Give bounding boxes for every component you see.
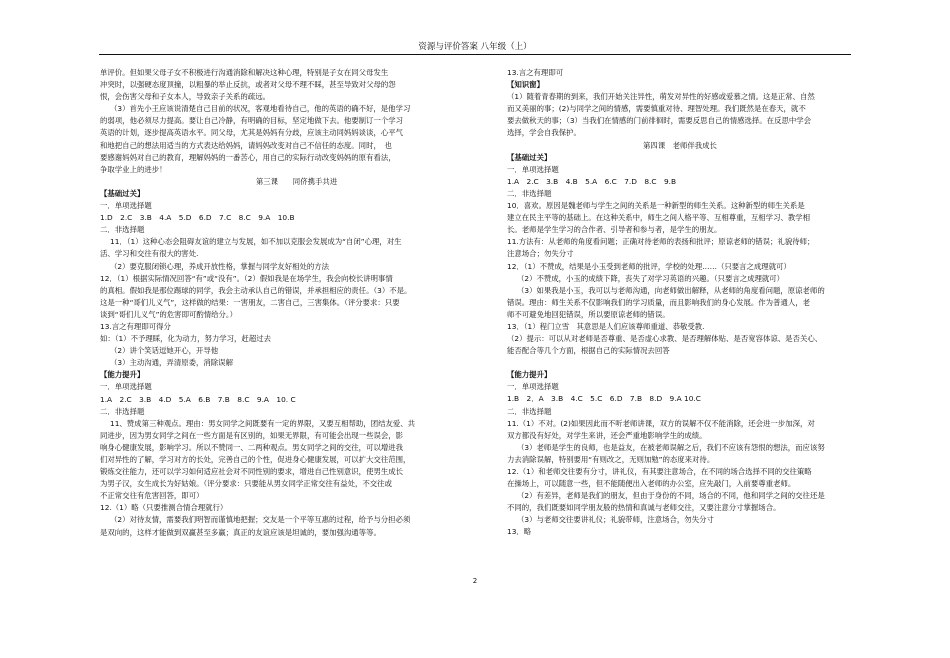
text-line: 1.B 2．A 3.B 4.C 5.C 6.D 7.B 8.D 9.A 10.C <box>507 394 701 404</box>
text-line: 谈到“哥们儿义气”的危害即可酌情给分。） <box>100 309 237 319</box>
text-line: 二．非选择题 <box>100 225 145 235</box>
text-line: 力去消除误解，特别要用“有则改之，无则加勉”的态度来对待。 <box>507 454 715 464</box>
text-line: 二．非选择题 <box>507 188 552 198</box>
text-line: 要感谢妈妈对自己的教育，理解妈妈的一番苦心，用自己的实际行动改变妈妈的原有看法， <box>100 152 396 162</box>
text-line: 们对异性的了解，学习对方的长处，完善自己的个性，促进身心健康发展，可以扩大交往范围， <box>100 455 411 464</box>
text-line: （3）如果我是小玉，我可以与老师沟通，向老师做出解释，从老师的角度看问题，原谅老师的 <box>517 285 825 295</box>
text-line: 活、学习和交往有很大的害处. <box>100 249 199 259</box>
text-line: 单评价。但如果父母子女不积极进行沟通消除和解决这种心理，特别是子女在同父母发生 <box>100 68 389 77</box>
right-column <box>507 67 853 539</box>
text-line <box>507 357 853 369</box>
text-line: 的弱项，他必须尽力提高。要让自己冷静，有明确的目标，坚定地做下去。他要制订一个学习 <box>100 116 404 126</box>
text-line: （2）有差异，老师是我们的朋友，但由于身份的不同，场合的不同，他和同学之间的交往还是 <box>517 491 825 501</box>
text-line: 1.A 2.C 3.B 4.D 5.A 6.B 7.B 8.C 9.A 10. C <box>100 394 296 404</box>
text-line: （2）不赞成，小玉的成绩下降，丧失了对学习英语的兴趣。（只要言之成理就可） <box>517 273 785 283</box>
text-line: 师不可避免地回犯错误，所以要原谅老师的错误。 <box>507 309 670 319</box>
text-line: 10．喜欢。原因是魏老师与学生之间的关系是一种新型的师生关系。这种新型的师生关系是 <box>507 201 805 211</box>
lesson-title: 第四课 老师伴我成长 <box>643 140 717 150</box>
text-line: 11、赞成第三种观点。理由：男女同学之间既要有一定的界限，又要互相帮助，团结友爱、共 <box>110 418 416 428</box>
text-line: （2）提示：可以从对老师是否尊重、是否虚心求教、是否理解体贴、是否宽容体谅、是否关心、 <box>507 334 823 344</box>
text-line: 冲突时，以强硬态度顶撞，以粗暴的举止反抗，或者对父母不理不睬，甚至导致对父母的怨 <box>100 80 396 90</box>
text-line: 一．单项选择题 <box>507 382 559 392</box>
lesson-title: 第三课 同侪携手共进 <box>255 176 338 186</box>
text-line: 注意场合；勿失分寸 <box>507 249 574 259</box>
text-line: （3）与老师交往要讲礼仪；礼貌带师，注意场合，勿失分寸 <box>517 515 714 525</box>
text-line: 是双向的，这样才能做到双赢甚至多赢；真正的友谊应该是坦诚的，要加强沟通等等。 <box>100 527 381 537</box>
text-line: 在操场上，可以随意一些，但不能随便出入老师的办公室，应先敲门，入前要尊重老师。 <box>507 479 796 489</box>
text-line: 11.方法有：从老师的角度看问题；正确对待老师的表扬和批评；原谅老师的错误；礼貌待师； <box>507 237 815 247</box>
text-line: 锻炼交往能力，还可以学习如何适应社会对不同性别的要求，增进自己性别意识，使男生成长 <box>100 467 404 477</box>
text-line: 11.（1）不对。(2)如果因此而不听老师讲课，双方的误解不仅不能消除，还会进一步加深，对 <box>507 418 815 428</box>
text-line: （3）首先小王应该说清楚自己目前的状况，客观地看待自己，他的英语的确不好，是他学习 <box>110 104 411 114</box>
section-heading: 【基础过关】 <box>100 188 145 198</box>
text-line: 不正常交往有危害回答，即可） <box>100 491 204 501</box>
text-line: 13.言之有理即可 <box>507 68 564 77</box>
text-line: 和地把自己的想法用适当的方式表达给妈妈，请妈妈改变对自己不信任的态度。同时， 也 <box>100 140 392 150</box>
text-line: 一．单项选择题 <box>100 382 152 392</box>
text-line: 双方都没有好处，对学生来讲，还会严重地影响学生的成绩。 <box>507 430 707 440</box>
text-line: （3）老师是学生的良师，也是益友，在被老师误解之后，我们不应该有怨恨的想法，而应该努 <box>517 442 825 452</box>
section-heading: 【能力提升】 <box>100 370 145 380</box>
text-line: 1.D 2.C 3.B 4.A 5.D 6.D 7.C 8.C 9.A 10.B <box>100 213 295 223</box>
text-line: 英语的计划，逐步提高英语水平。同父母，尤其是妈妈有分歧，应该主动同妈妈谈谈，心平气 <box>100 128 404 138</box>
left-column <box>100 67 493 539</box>
text-line: 恨，会伤害父母和子女本人，导致亲子关系的疏远。 <box>100 92 270 102</box>
text-line: 一．单项选择题 <box>507 164 559 174</box>
header-divider <box>99 54 851 55</box>
section-heading: 【能力提升】 <box>507 370 552 380</box>
text-line: 同进步，因为男女同学之间在一些方面是有区别的，如果无界限，有可能会出现一些误会，影 <box>100 430 404 440</box>
text-line: （2）要克服闭锁心理，养成开放性格，掌握与同学友好相处的方法 <box>110 261 330 271</box>
text-line: 二．非选择题 <box>507 406 552 416</box>
text-line: 如：（1）不予理睬，化为动力，努力学习，赶超过去 <box>100 334 271 344</box>
text-line: 12.（1）和老师交往要有分寸，讲礼仪，有其要注意场合，在不同的场合选择不同的交往策略 <box>507 467 812 476</box>
text-line: 错误。理由：师生关系不仅影响我们的学习质量，而且影响我们的身心发展。作为普通人，老 <box>507 297 811 307</box>
section-heading: 【基础过关】 <box>507 152 552 162</box>
text-line: （2）讲个笑话逗她开心，开导他 <box>110 346 219 356</box>
text-line: 12．（1）不赞成，结果是小玉受到老师的批评，学校的处理……（只要言之成理就可） <box>507 261 791 271</box>
text-line: 而又美丽的事；(2)与同学之间的情感，需要慎重对待、理智处理。我们既然是在春天，就不 <box>507 104 806 114</box>
text-line: 一．单项选择题 <box>100 201 152 211</box>
text-line: 的真相。假如我是那位踢球的同学，我会主动承认自己的错误，并承担相应的责任。（3）不是。 <box>100 285 412 295</box>
text-line: 12.（1）略（只要推测合情合理就行） <box>100 503 228 513</box>
text-line: （3）主动沟通，弄清原委，消除误解 <box>110 358 233 368</box>
text-line: 二．非选择题 <box>100 406 145 416</box>
text-line: 能否配合等几个方面，根据自己的实际情况去回答 <box>507 346 670 356</box>
text-line: 13．略 <box>507 527 532 537</box>
text-line: 为男子汉，女生成长为好姑娘。（评分要求：只要能从男女同学正常交往有益处，不交往或 <box>100 479 392 489</box>
text-line: （1）随着青春期的到来，我们开始关注异性，萌发对异性的好感或爱慕之情。这是正常、自然 <box>507 92 815 102</box>
text-line: 这是一种“哥们儿义气”，这样做的结果：一害朋友，二害自己，三害集体。（评分要求：只要 <box>100 297 400 307</box>
text-line: 建立在民主平等的基础上。在这种关系中，师生之间人格平等、互相尊重，互相学习、教学相 <box>507 213 811 223</box>
text-line: 11．（1）这种心态会阻碍友谊的建立与发展，如不加以克服会发展成为“自闭”心理，对生 <box>110 237 402 247</box>
page-number: 2 <box>472 577 478 585</box>
page-header: 资源与评价答案 八年级（上） <box>418 42 532 52</box>
section-heading: 【知识窗】 <box>507 80 544 90</box>
text-line: 响身心健康发展，影响学习。所以不赞同一、二两种观点。男女同学之间的交往，可以增进我 <box>100 442 404 452</box>
text-line: 争取学业上的进步！ <box>100 164 167 174</box>
text-line: 1.A 2.C 3.B 4.B 5.A 6.C 7.D 8.C 9.B <box>507 176 677 186</box>
text-line: 不同的，我们既要如同学朋友般的热情和真诚与老师交往，又要注意分寸掌握场合。 <box>507 503 781 513</box>
text-line: 13．（1）程门立雪 其意思是人们应该尊师重道、恭敬受教. <box>507 321 705 331</box>
text-line: 12．（1）根据实际情况回答“有”或“没有”。（2）假如我是在场学生，我会向校长讲明事情 <box>100 273 393 283</box>
text-line: （2）对待友情，需要我们明智而谨慎地把握；交友是一个平等互惠的过程，给予与分担必须 <box>110 515 411 525</box>
text-line: 13.言之有理即可得分 <box>100 321 171 331</box>
text-line: 要去做秋天的事；（3）当我们在情感的门前徘徊时，需要反思自己的情感选择。在反思中学会 <box>507 116 812 126</box>
text-line: 选择，学会自我保护。 <box>507 128 581 138</box>
text-line: 长。老师是学生学习的合作者、引导者和参与者，是学生的朋友。 <box>507 225 722 235</box>
